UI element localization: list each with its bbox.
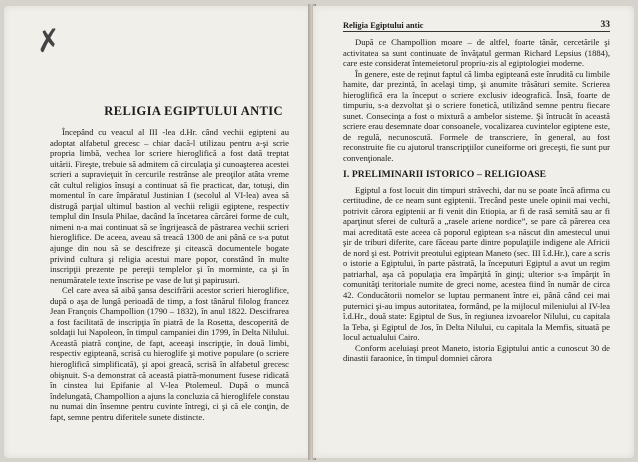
handwritten-mark: ✗ — [33, 22, 64, 61]
section-heading: I. PRELIMINARII ISTORICO – RELIGIOASE — [343, 168, 547, 180]
page-number: 33 — [600, 20, 610, 30]
right-paragraph-1: După ce Champollion moare – de altfel, foarte tânăr, cercetările şi activitatea sa sunt continuate de învăţatul german Richard Lepsius (1884), care este considerat întemeietorul propriu-zis al egiptologiei moderne. — [343, 37, 610, 69]
right-page-content — [343, 20, 610, 450]
running-head-title: Religia Egiptului antic — [343, 21, 424, 30]
chapter-title: RELIGIA EGIPTULUI ANTIC — [104, 104, 283, 118]
right-paragraph-4: Conform aceluiaşi preot Maneto, istoria Egiptului antic a cunoscut 30 de dinastii faraonice, în timpul domniei cărora — [343, 342, 610, 364]
running-header — [343, 20, 610, 32]
right-page — [313, 6, 634, 458]
right-paragraph-2: În genere, este de reţinut faptul că limba egipteană este înrudită cu limbile hamite, dar prezintă, în acelaşi timp, şi anumite trăsături semite. Scrierea hieroglifică era la început o scriere exclusiv ideografică. Însă, foarte de timpuriu, s-a dezvoltat şi o scriere fonetică, utilizând semne pentru fiecare sunet. Consecinţa a fost o mixtură a ambelor sisteme. Şi întrucât în această scriere erau desemnate doar consoanele, vocalizarea cuvintelor egiptene este, de regulă, necunoscută. Formele de transcriere, în general, au fost reconstruite fie cu ajutorul transcripţiilor cuneiforme ori greceşti, fie sunt pur convenţionale. — [343, 68, 610, 164]
left-page — [4, 6, 311, 458]
left-paragraph-1: Începând cu veacul al III -lea d.Hr. când vechii egipteni au adoptat alfabetul grecesc – chiar dacă-l utilizau pentru a-şi scrie propria limbă, vechea lor scriere hieroglifică a fost dată treptat uitării. Fireşte, trebuie să admitem că circulaţia şi cunoaşterea acestei scrieri a supravieţuit în cercurile restrânse ale preoţilor atâta vreme cât cultul religios însuşi a continuat să fie practicat, dar, totuşi, din momentul în care împăratul Justinian I (secolul al VI-lea) avea să distrugă parţial ultimul bastion al vechii religii egiptene, respectiv templul din Insula Philae, dacând la încetarea cărcărei forme de cult, nimeni n-a mai continuat să se îngrijească de păstrarea vechii scrieri hieroglifice. De aceea, aveau să treacă 1300 de ani până ce s-a putut ajunge din nou să se descifreze şi citească documentele bogate privind cultura şi religia acestui mare popor, constând în multe inscripţii prezente pe pereţii templelor şi în morminte, ca şi în nenumăratele texte înscrise pe vase de lut şi papirusuri. — [50, 127, 289, 285]
left-page-content — [50, 26, 289, 450]
right-paragraph-3: Egiptul a fost locuit din timpuri străvechi, dar nu se poate încă afirma cu certitudine, de ce neam sunt egiptenii. Trecând peste unele opinii mai vechi, potrivit cărora egiptenii ar fi venit din Etiopia, ar fi de rasă semită sau ar fi aparţinut sferei de cultură a „rasele ariene nordice”, se pare că părerea cea mai acreditată este aceea că poporul egiptean s-a născut din amestecul unui şir de triburi diferite, care făceau parte dintre populaţiile indigene ale Africii de nord şi est. Potrivit preotului egiptean Maneto (sec. III î.d.Hr.), care a scris o istorie a Egiptului, în parte păstrată, la începuturi Egiptul a avut un regim patriarhal, aşa că populaţia era împărţită în ginţi; ulterior s-a împărţit în comunităţi teritoriale numite de greci nome, acestea fiind în număr de circa 42. Conducătorii nomelor se luptau permanent între ei, până când cei mai puternici şi-au impus autoritatea, formând, pe la mijlocul mileniului al IV-lea î.d.Hr., două state: Egiptul de Sus, în regiunea izvoarelor Nilului, cu capitala la Teba, şi Egiptul de Jos, în Delta Nilului, cu capitala la Memfis, situată pe locul actualului Cairo. — [343, 184, 610, 343]
left-paragraph-2: Cel care avea să aibă şansa descifrării acestor scrieri hieroglifice, după o aşa de lungă perioadă de timp, a fost tânărul filolog francez Jean François Champollion (1790 – 1832), în anul 1822. Descifrarea a fost facilitată de inscripţia în piatră de la Rosetta, descoperită de soldaţii lui Napoleon, în timpul campaniei din 1799, în Delta Nilului. Această piatră conţine, de fapt, aceeaşi inscripţie, în două limbi, respectiv egipteană, scrisă cu hieroglife şi motive populare (o scriere hieroglifică simplificată), şi apoi greacă, scrisă în alfabetul grecesc obişnuit. S-a demonstrat că această piatră-monument fusese ridicată în cinstea lui Epifanie al V-lea Ptolemeul. După o muncă îndelungată, Champollion a ajuns la concluzia că hieroglifele constau nu numai din însemne pentru cuvinte întregi, ci şi că ele conţin, de fapt, semne pentru diferitele sunete distincte. — [50, 285, 289, 422]
